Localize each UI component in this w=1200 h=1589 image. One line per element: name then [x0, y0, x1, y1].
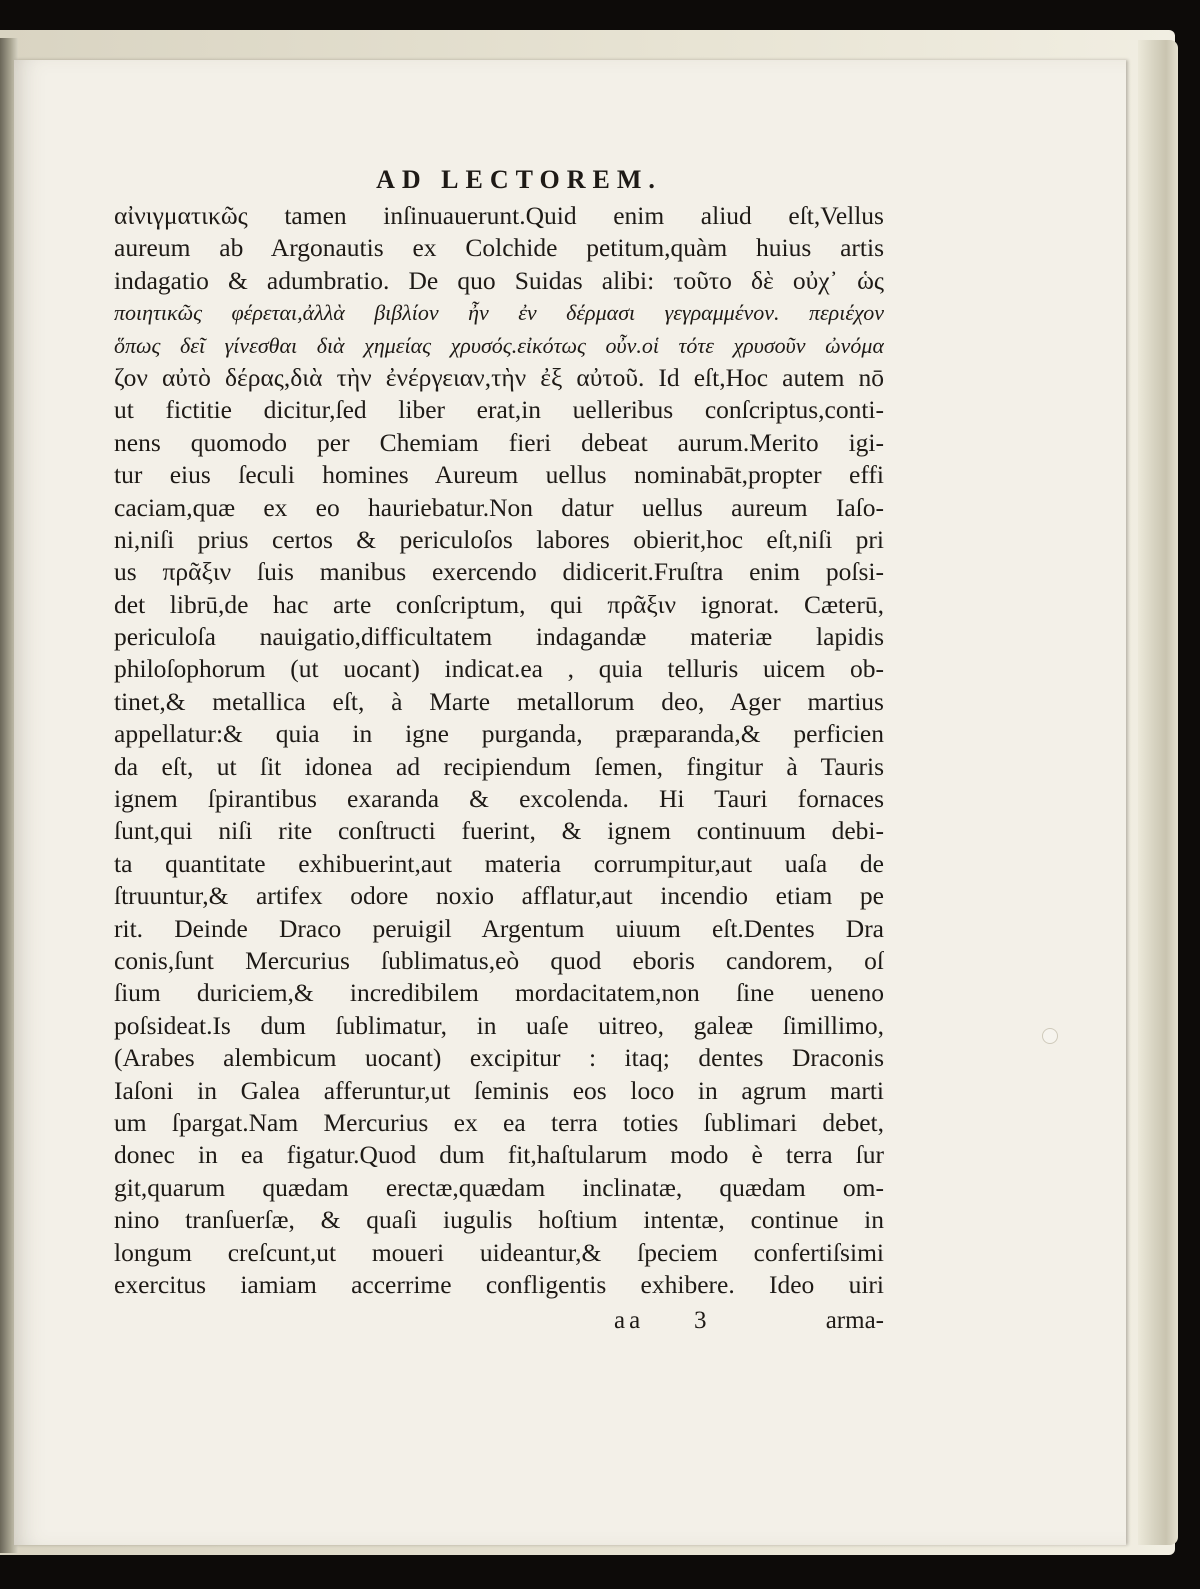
text-line: aureum ab Argonautis ex Colchide petitum,quàm huius artis	[114, 233, 884, 263]
text-line: donec in ea figatur.Quod dum fit,haſtularum modo è terra ſur	[114, 1140, 884, 1170]
page-footer	[114, 1307, 884, 1343]
text-line: exercitus iamiam accerrime confligentis exhibere. Ideo uiri	[114, 1269, 884, 1299]
text-line: ni,niſi prius certos & periculoſos labores obierit,hoc eſt,niſi pri	[114, 524, 884, 554]
text-line: ſium duriciem,& incredibilem mordacitatem,non ſine ueneno	[114, 978, 884, 1008]
signature-mark: aa	[614, 1307, 645, 1335]
text-line: periculoſa nauigatio,difficultatem indagandæ materiæ lapidis	[114, 622, 884, 652]
page-content	[114, 160, 884, 1343]
text-line: tinet,& metallica eſt, à Marte metallorum deo, Ager martius	[114, 686, 884, 716]
text-line: philoſophorum (ut uocant) indicat.ea , quia telluris uicem ob-	[114, 654, 884, 684]
text-line: ta quantitate exhibuerint,aut materia corrumpitur,aut uaſa de	[114, 848, 884, 878]
text-line: nino tranſuerſæ, & quaſi iugulis hoſtium intentæ, continue in	[114, 1205, 884, 1235]
catchword: arma-	[825, 1307, 884, 1335]
text-line: (Arabes alembicum uocant) excipitur : itaq; dentes Draconis	[114, 1043, 884, 1073]
text-line: longum creſcunt,ut moueri uideantur,& ſpeciem confertiſsimi	[114, 1237, 884, 1267]
text-line: git,quarum quædam erectæ,quædam inclinatæ, quædam om-	[114, 1172, 884, 1202]
text-line: rit. Deinde Draco peruigil Argentum uiuum eſt.Dentes Dra	[114, 913, 884, 943]
text-line: Iaſoni in Galea afferuntur,ut ſeminis eos loco in agrum marti	[114, 1075, 884, 1105]
text-line: poſsideat.Is dum ſublimatur, in uaſe uitreo, galeæ ſimillimo,	[114, 1010, 884, 1040]
text-line: ſunt,qui niſi rite conſtructi fuerint, & ignem continuum debi-	[114, 816, 884, 846]
text-line: da eſt, ut ſit idonea ad recipiendum ſemen, fingitur à Tauris	[114, 751, 884, 781]
text-line: ſtruuntur,& artifex odore noxio afflatur,aut incendio etiam pe	[114, 881, 884, 911]
text-line: caciam,quæ ex eo hauriebatur.Non datur uellus aureum Iaſo-	[114, 492, 884, 522]
text-line: indagatio & adumbratio. De quo Suidas alibi: τοῦτο δὲ οὐχ᾽ ὡς	[114, 265, 884, 295]
text-line: det librū,de hac arte conſcriptum, qui πρᾶξιν ignorat. Cæterū,	[114, 589, 884, 619]
text-line: αἰνιγματικῶς tamen inſinuauerunt.Quid enim aliud eſt,Vellus	[114, 201, 884, 230]
text-line: um ſpargat.Nam Mercurius ex ea terra toties ſublimari debet,	[114, 1107, 884, 1137]
text-line: ignem ſpirantibus exaranda & excolenda. Hi Tauri fornaces	[114, 784, 884, 814]
text-line: ποιητικῶς φέρεται,ἀλλὰ βιβλίον ἦν ἐν δέρμασι γεγραμμένον. περιέχον	[114, 300, 884, 326]
text-line: tur eius ſeculi homines Aureum uellus nominabāt,propter effi	[114, 460, 884, 490]
running-head: AD LECTOREM.	[376, 165, 662, 194]
text-line: ut fictitie dicitur,ſed liber erat,in uelleribus conſcriptus,conti-	[114, 395, 884, 425]
text-line: conis,ſunt Mercurius ſublimatus,eò quod eboris candorem, oſ	[114, 945, 884, 975]
text-line: appellatur:& quia in igne purganda, præparanda,& perficien	[114, 719, 884, 749]
text-line: us πρᾶξιν ſuis manibus exercendo didicerit.Fruſtra enim poſsi-	[114, 557, 884, 587]
book-page	[14, 60, 1126, 1545]
body-text	[114, 200, 884, 1301]
text-line: nens quomodo per Chemiam fieri debeat aurum.Merito igi-	[114, 427, 884, 457]
page-stack-edge	[1138, 40, 1178, 1545]
text-line: ὅπως δεῖ γίνεσθαι διὰ χημείας χρυσός.εἰκότως οὖν.οἱ τότε χρυσοῦν ὠνόμα	[114, 332, 884, 358]
paper-hole	[1042, 1028, 1058, 1044]
page-number: 3	[694, 1307, 707, 1335]
text-line: ζον αὐτὸ δέρας,διὰ τὴν ἐνέργειαν,τὴν ἐξ αὐτοῦ. Id eſt,Hoc autem nō	[114, 362, 884, 392]
